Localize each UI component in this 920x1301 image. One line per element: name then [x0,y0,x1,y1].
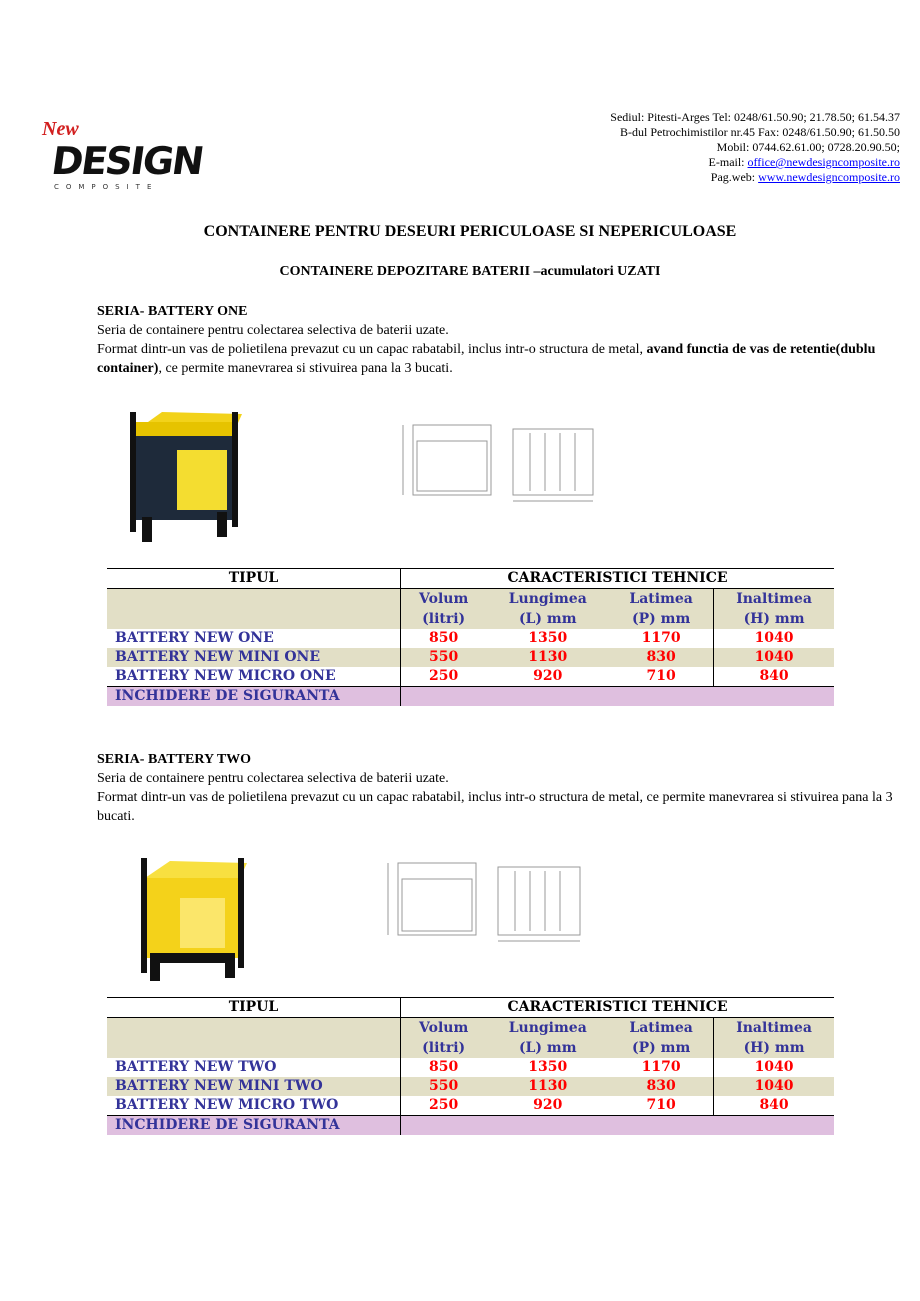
spec-value: 1040 [714,1077,834,1096]
table-row [107,1096,834,1116]
series-desc-2: Format dintr-un vas de polietilena prevazut cu un capac rabatabil, inclus intr-o structura de metal, [97,342,647,357]
web-link[interactable]: www.newdesigncomposite.ro [758,170,900,184]
logo-new: New [42,118,79,140]
table-row [107,1077,834,1096]
contact-mobile: Mobil: 0744.62.61.00; 0728.20.90.50; [716,140,900,154]
spec-value: 1350 [528,630,568,646]
spec-value: 850 [401,1058,487,1077]
spec-value: 1130 [486,1077,609,1096]
col-tipul: TIPUL [107,569,401,589]
safety-lock-label: INCHIDERE DE SIGURANTA [107,687,401,707]
subheader-cell: Inaltimea (H) mm [714,1018,834,1059]
battery-two-photo [135,853,255,983]
spec-value: 550 [401,648,487,667]
series-title: SERIA- BATTERY TWO [97,752,252,767]
product-name: BATTERY NEW MINI TWO [107,1077,401,1096]
battery-two-drawing [380,855,600,947]
spec-value: 710 [609,1096,713,1116]
spec-value: 1130 [486,648,609,667]
battery-one-drawing [395,415,613,507]
subheader-cell: Latimea (P) mm [609,1018,713,1059]
page-subtitle: CONTAINERE DEPOZITARE BATERII –acumulatori UZATI [279,264,661,279]
spec-value: 840 [714,667,834,687]
series-desc-1: Seria de containere pentru colectarea selectiva de baterii uzate. [97,771,449,786]
spec-value: 250 [401,1096,487,1116]
product-name: BATTERY NEW MICRO ONE [107,667,401,687]
subheader-cell: Volum (litri) [401,589,487,630]
contact-block [610,110,900,185]
email-label: E-mail: [708,155,748,169]
spec-value: 1170 [641,1059,681,1075]
spec-value: 850 [401,629,487,648]
subheader-cell: Volum (litri) [401,1018,487,1059]
spec-value: 920 [486,1096,609,1116]
company-logo [40,118,206,194]
battery-one-table [107,568,834,706]
email-link[interactable]: office@newdesigncomposite.ro [747,155,900,169]
table-row [107,648,834,667]
spec-value: 920 [486,667,609,687]
spec-value: 550 [401,1077,487,1096]
table-row [107,629,834,648]
page-title: CONTAINERE PENTRU DESEURI PERICULOASE SI NEPERICULOASE [203,223,737,240]
spec-value: 1170 [641,630,681,646]
table-row [107,1058,834,1077]
subheader-cell: Latimea (P) mm [609,589,713,630]
series-title: SERIA- BATTERY ONE [97,304,248,319]
product-name: BATTERY NEW MINI ONE [107,648,401,667]
series-desc-1: Seria de containere pentru colectarea selectiva de baterii uzate. [97,323,449,338]
subheader-cell: Lungimea (L) mm [486,589,609,630]
spec-value: 1040 [714,648,834,667]
series-two-text [97,750,903,826]
spec-value: 830 [609,648,713,667]
web-label: Pag.web: [710,170,759,184]
contact-address: Sediul: Pitesti-Arges Tel: 0248/61.50.90; 21.78.50; 61.54.37 [610,110,900,124]
spec-value: 1040 [714,629,834,648]
col-caracteristici: CARACTERISTICI TEHNICE [401,569,835,589]
series-one-text [97,302,903,378]
battery-one-photo [122,402,254,544]
logo-composite: COMPOSITE [54,183,159,191]
spec-value: 710 [609,667,713,687]
product-name: BATTERY NEW MICRO TWO [107,1096,401,1116]
table-row [107,667,834,687]
product-name: BATTERY NEW TWO [115,1059,277,1075]
logo-design: DESIGN [48,139,206,183]
product-name: BATTERY NEW ONE [115,630,274,646]
spec-value: 1040 [714,1058,834,1077]
spec-value: 840 [714,1096,834,1116]
col-caracteristici: CARACTERISTICI TEHNICE [401,998,835,1018]
battery-two-table [107,997,834,1135]
contact-street: B-dul Petrochimistilor nr.45 Fax: 0248/61.50.90; 61.50.50 [620,125,900,139]
subheader-cell: Lungimea (L) mm [486,1018,609,1059]
col-tipul: TIPUL [107,998,401,1018]
series-desc-3: , ce permite manevrarea si stivuirea pana la 3 bucati. [158,361,453,376]
subheader-cell: Inaltimea (H) mm [714,589,834,630]
spec-value: 830 [609,1077,713,1096]
safety-lock-label: INCHIDERE DE SIGURANTA [107,1116,401,1136]
series-desc-2: Format dintr-un vas de polietilena prevazut cu un capac rabatabil, inclus intr-o structura de metal, ce permite manevrarea si stivuirea pana la 3 bucati. [97,790,893,824]
series-desc-bold: avand functia de vas de retentie(dublu container) [97,342,876,376]
spec-value: 250 [401,667,487,687]
spec-value: 1350 [528,1059,568,1075]
